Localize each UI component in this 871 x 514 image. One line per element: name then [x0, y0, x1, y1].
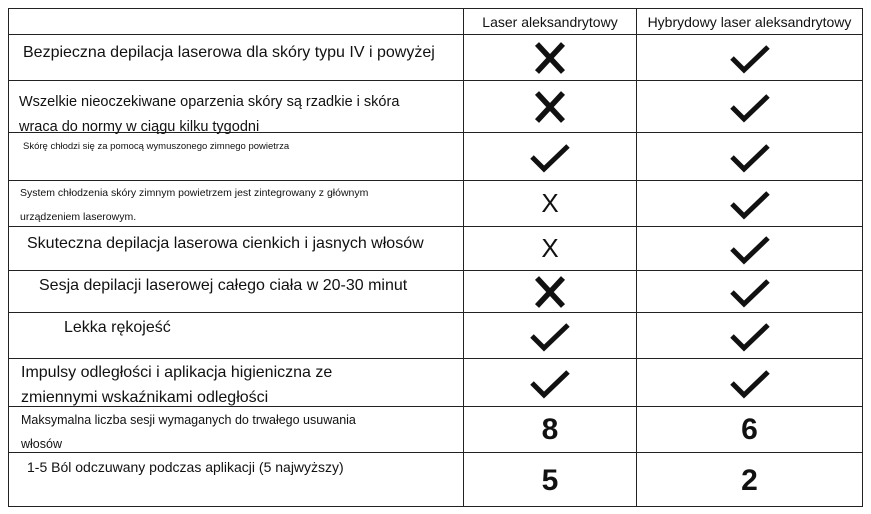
hybrid-check-icon: [728, 138, 772, 176]
feature-cell: [9, 181, 463, 226]
feature-text: zmiennymi wskaźnikami odległości: [21, 389, 269, 406]
table-row: [9, 359, 862, 407]
laser-cell: [464, 181, 636, 226]
table-row: [9, 133, 862, 181]
feature-cell: [9, 313, 463, 358]
feature-text: Bezpieczna depilacja laserowa dla skóry typu IV i powyżej: [23, 44, 435, 61]
feature-text: Maksymalna liczba sesji wymaganych do trwałego usuwania: [21, 413, 356, 427]
header-hybrid-label: Hybrydowy laser aleksandrytowy: [647, 13, 852, 30]
laser-check-icon: [528, 138, 572, 176]
hybrid-check-icon: [728, 273, 772, 311]
hybrid-cell: [637, 453, 862, 508]
feature-cell: [9, 407, 463, 452]
laser-check-icon: [528, 317, 572, 355]
hybrid-check-icon: [728, 317, 772, 355]
column-divider: [636, 9, 637, 506]
laser-cell: [464, 133, 636, 180]
laser-cell: [464, 271, 636, 312]
laser-value: X: [541, 233, 559, 263]
table-row: [9, 407, 862, 453]
hybrid-cell: [637, 81, 862, 132]
header-cell-hybrid: [637, 9, 862, 34]
laser-value: X: [541, 188, 559, 218]
hybrid-cell: [637, 181, 862, 226]
hybrid-cell: [637, 227, 862, 270]
header-cell-laser: [464, 9, 636, 34]
table-row: [9, 313, 862, 359]
laser-cross-icon: [528, 273, 572, 311]
column-divider: [463, 9, 464, 506]
laser-cell: [464, 35, 636, 80]
feature-text: urządzeniem laserowym.: [20, 211, 137, 223]
feature-text: Skuteczna depilacja laserowa cienkich i jasnych włosów: [27, 235, 424, 252]
feature-cell: [9, 81, 463, 135]
feature-cell: [9, 35, 463, 80]
table-row: [9, 453, 862, 508]
laser-cell: [464, 407, 636, 452]
table-row: [9, 181, 862, 227]
feature-text: włosów: [21, 437, 62, 451]
laser-cross-icon: [528, 39, 572, 77]
hybrid-value: 6: [741, 412, 758, 446]
laser-value: 8: [541, 412, 559, 446]
hybrid-cell: [637, 271, 862, 312]
feature-cell: [9, 227, 463, 270]
hybrid-check-icon: [728, 364, 772, 402]
feature-text: 1-5 Ból odczuwany podczas aplikacji (5 najwyższy): [27, 459, 344, 475]
hybrid-value: 2: [741, 463, 758, 497]
table-header-row: [9, 9, 862, 35]
feature-text: Skórę chłodzi się za pomocą wymuszonego zimnego powietrza: [23, 141, 290, 152]
hybrid-check-icon: [728, 39, 772, 77]
laser-cross-icon: [528, 88, 572, 126]
table-row: [9, 227, 862, 271]
laser-cell: [464, 227, 636, 270]
hybrid-cell: [637, 313, 862, 358]
hybrid-check-icon: [728, 185, 772, 223]
comparison-table: [8, 8, 863, 507]
table-row: [9, 271, 862, 313]
laser-cell: [464, 359, 636, 406]
laser-cell: [464, 313, 636, 358]
table-row: [9, 35, 862, 81]
table-row: [9, 81, 862, 133]
hybrid-cell: [637, 133, 862, 180]
feature-text: wraca do normy w ciągu kilku tygodni: [19, 119, 260, 135]
feature-text: Wszelkie nieoczekiwane oparzenia skóry są rzadkie i skóra: [19, 94, 400, 110]
header-feature-cell: [9, 9, 463, 34]
laser-check-icon: [528, 364, 572, 402]
laser-cell: [464, 81, 636, 132]
hybrid-check-icon: [728, 230, 772, 268]
feature-text: Impulsy odległości i aplikacja higieniczna ze: [21, 364, 333, 381]
feature-cell: [9, 271, 463, 312]
feature-cell: [9, 453, 463, 508]
header-laser-label: Laser aleksandrytowy: [482, 13, 618, 30]
laser-cell: [464, 453, 636, 508]
feature-text: System chłodzenia skóry zimnym powietrzem jest zintegrowany z głównym: [20, 187, 369, 199]
feature-text: Lekka rękojeść: [64, 319, 171, 336]
hybrid-cell: [637, 359, 862, 406]
hybrid-cell: [637, 35, 862, 80]
feature-cell: [9, 133, 463, 180]
feature-text: Sesja depilacji laserowej całego ciała w 20-30 minut: [39, 277, 408, 294]
laser-value: 5: [541, 463, 559, 497]
hybrid-check-icon: [728, 88, 772, 126]
hybrid-cell: [637, 407, 862, 452]
feature-cell: [9, 359, 463, 406]
